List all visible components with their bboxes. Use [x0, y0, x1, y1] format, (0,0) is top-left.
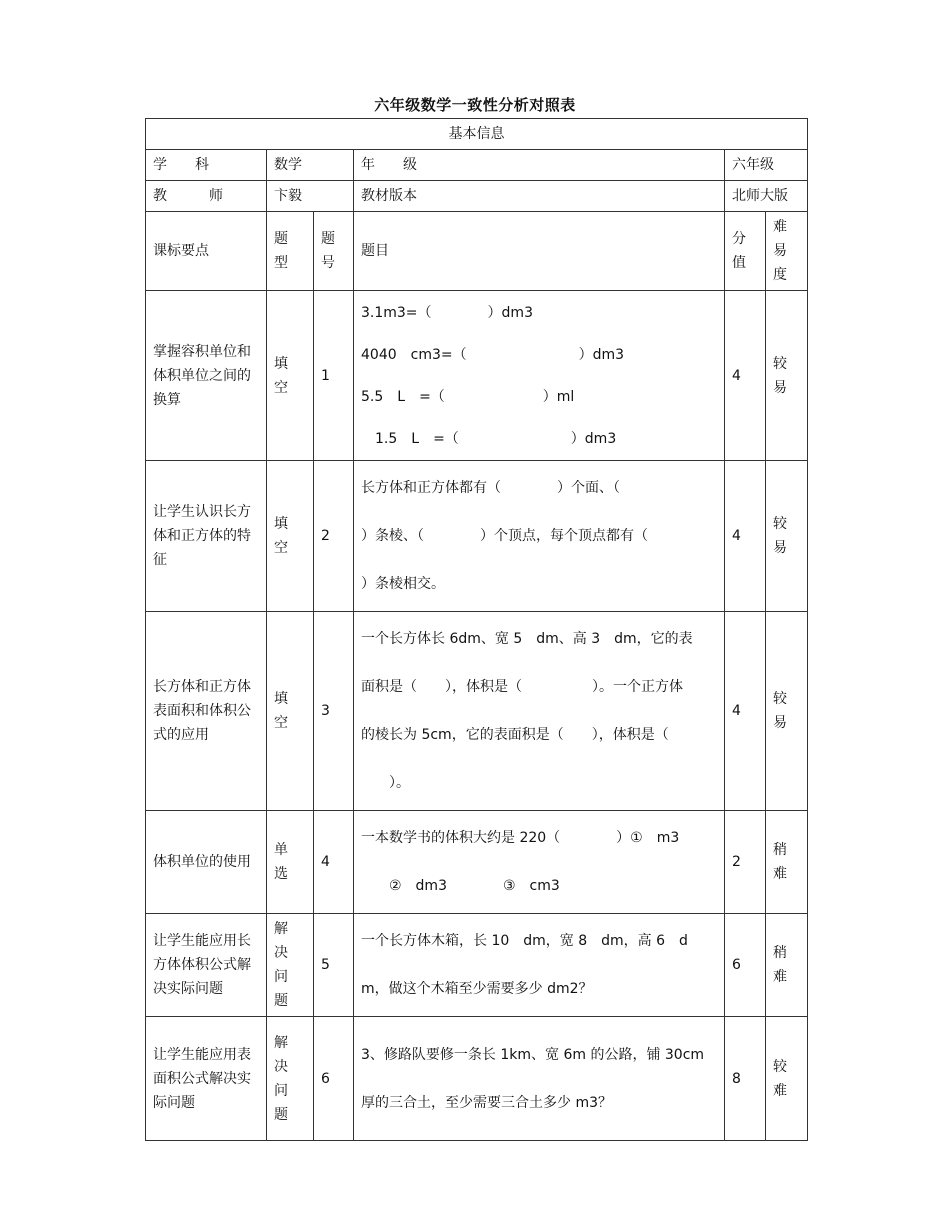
question-line: 厚的三合土，至少需要三合土多少 m3？ — [361, 1094, 612, 1111]
col-difficulty-label: 难易度 — [773, 219, 787, 283]
number-cell: 5 — [314, 914, 354, 1017]
type-cell — [267, 612, 314, 811]
type-cell — [267, 811, 314, 914]
col-standard: 课标要点 — [146, 212, 267, 291]
column-header-row — [146, 212, 808, 291]
question-line: 一个长方体木箱，长 10 dm，宽 8 dm，高 6 d — [361, 933, 688, 949]
question-line: 1.5 L =（ ）dm3 — [361, 430, 617, 447]
grade-value: 六年级 — [725, 150, 808, 181]
type-cell — [267, 1017, 314, 1141]
question-cell — [354, 1017, 725, 1141]
question-line: 一个长方体长 6dm、宽 5 dm、高 3 dm，它的表 — [361, 631, 693, 647]
edition-value: 北师大版 — [725, 181, 808, 212]
col-score-label: 分值 — [732, 231, 746, 271]
teacher-row — [146, 181, 808, 212]
difficulty-label: 较易 — [773, 691, 787, 731]
number-cell: 6 — [314, 1017, 354, 1141]
difficulty-label: 较易 — [773, 516, 787, 556]
question-line: 3、修路队要修一条长 1km、宽 6m 的公路，铺 30cm — [361, 1046, 705, 1063]
difficulty-label: 稍难 — [773, 842, 787, 882]
grade-label: 年 级 — [354, 150, 725, 181]
table-row — [146, 1017, 808, 1141]
score-cell: 4 — [725, 461, 766, 612]
standard-cell: 让学生认识长方体和正方体的特征 — [146, 461, 267, 612]
edition-label: 教材版本 — [354, 181, 725, 212]
table-row — [146, 461, 808, 612]
question-cell — [354, 291, 725, 461]
number-cell: 1 — [314, 291, 354, 461]
teacher-value: 卞毅 — [267, 181, 354, 212]
subject-label: 学 科 — [146, 150, 267, 181]
question-line: 一本数学书的体积大约是 220（ ）① m3 — [361, 830, 680, 846]
standard-cell: 长方体和正方体表面积和体积公式的应用 — [146, 612, 267, 811]
difficulty-cell — [766, 291, 808, 461]
standard-cell: 体积单位的使用 — [146, 811, 267, 914]
difficulty-label: 稍难 — [773, 945, 787, 985]
difficulty-label: 较难 — [773, 1058, 787, 1099]
type-cell — [267, 461, 314, 612]
question-line: 4040 cm3=（ ）dm3 — [361, 346, 625, 363]
page-title: 六年级数学一致性分析对照表 — [374, 96, 576, 114]
teacher-label: 教 师 — [146, 181, 267, 212]
type-label: 单选 — [274, 842, 288, 882]
question-line: ）条棱、（ ）个顶点，每个顶点都有（ — [361, 528, 648, 544]
difficulty-cell — [766, 612, 808, 811]
difficulty-cell — [766, 811, 808, 914]
question-cell — [354, 914, 725, 1017]
number-cell: 2 — [314, 461, 354, 612]
standard-cell: 掌握容积单位和体积单位之间的换算 — [146, 291, 267, 461]
col-type-label: 题型 — [274, 231, 288, 271]
type-cell — [267, 914, 314, 1017]
question-line: 5.5 L =（ ）ml — [361, 388, 575, 405]
question-line: 的棱长为 5cm，它的表面积是（ ），体积是（ — [361, 727, 669, 743]
score-cell: 8 — [725, 1017, 766, 1141]
difficulty-cell — [766, 461, 808, 612]
question-cell — [354, 612, 725, 811]
question-cell — [354, 461, 725, 612]
question-line: 面积是（ ），体积是（ ）。一个正方体 — [361, 679, 683, 695]
type-label: 填空 — [274, 355, 288, 396]
difficulty-label: 较易 — [773, 355, 787, 396]
col-number — [314, 212, 354, 291]
type-label: 解决问题 — [274, 921, 288, 1009]
analysis-table — [145, 118, 808, 1141]
table-row — [146, 811, 808, 914]
type-cell — [267, 291, 314, 461]
col-score — [725, 212, 766, 291]
type-label: 填空 — [274, 516, 288, 556]
table-row — [146, 914, 808, 1017]
score-cell: 6 — [725, 914, 766, 1017]
standard-cell: 让学生能应用表面积公式解决实际问题 — [146, 1017, 267, 1141]
col-number-label: 题号 — [321, 231, 335, 271]
question-line: ）。 — [361, 775, 410, 791]
question-line: m，做这个木箱至少需要多少 dm2？ — [361, 981, 593, 997]
score-cell: 4 — [725, 612, 766, 811]
standard-cell: 让学生能应用长方体体积公式解决实际问题 — [146, 914, 267, 1017]
col-question: 题目 — [354, 212, 725, 291]
subject-value: 数学 — [267, 150, 354, 181]
type-label: 填空 — [274, 691, 288, 731]
subject-row — [146, 150, 808, 181]
col-difficulty — [766, 212, 808, 291]
score-cell: 2 — [725, 811, 766, 914]
table-row — [146, 291, 808, 461]
col-type — [267, 212, 314, 291]
table-row — [146, 612, 808, 811]
type-label: 解决问题 — [274, 1034, 288, 1123]
question-line: ② dm3 ③ cm3 — [361, 878, 560, 894]
difficulty-cell — [766, 914, 808, 1017]
question-cell — [354, 811, 725, 914]
question-line: 3.1m3=（ ）dm3 — [361, 304, 533, 321]
basic-info-header-row — [146, 119, 808, 150]
score-cell: 4 — [725, 291, 766, 461]
number-cell: 3 — [314, 612, 354, 811]
difficulty-cell — [766, 1017, 808, 1141]
question-line: ）条棱相交。 — [361, 576, 445, 592]
number-cell: 4 — [314, 811, 354, 914]
basic-info-header: 基本信息 — [146, 119, 808, 150]
question-line: 长方体和正方体都有（ ）个面、（ — [361, 480, 620, 496]
